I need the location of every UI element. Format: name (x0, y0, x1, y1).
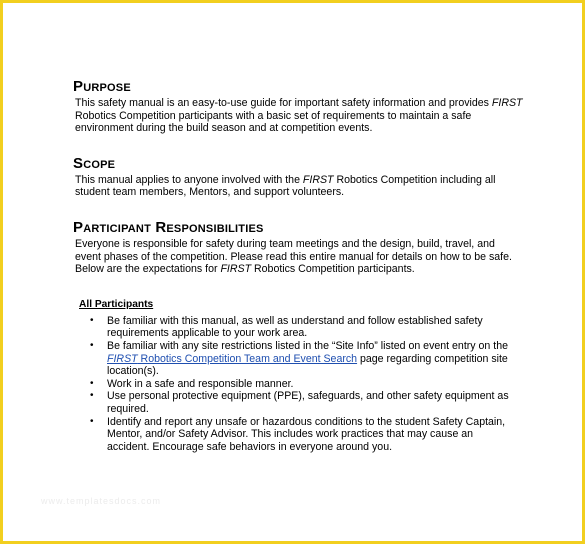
first-italic: FIRST (302, 173, 334, 186)
list-item (90, 390, 517, 415)
purpose-heading: Purpose (73, 78, 131, 95)
participant-list (73, 315, 517, 454)
team-event-search-link[interactable] (107, 353, 357, 365)
list-item-text: Be familiar with any site restrictions listed in the “Site Info” listed on event entry on the (107, 339, 508, 352)
scope-text-part: This manual applies to anyone involved with the (75, 173, 303, 186)
first-italic: FIRST (107, 352, 138, 365)
list-item-text: Identify and report any unsafe or hazardous conditions to the student Safety Captain, Mentor, and/or Safety Advisor. This includes work practices that may cause an accident. Encourage safe behaviors in everyone around you. (107, 415, 506, 453)
purpose-text (75, 97, 523, 135)
first-italic: FIRST (220, 263, 252, 276)
bullet-icon: • (90, 390, 94, 402)
bullet-icon: • (90, 314, 94, 326)
purpose-text-part: Robotics Competition participants with a basic set of requirements to maintain a safe environment during the build season and at competition events. (75, 109, 472, 135)
bullet-icon: • (90, 415, 94, 427)
purpose-text-part: This safety manual is an easy-to-use guide for important safety information and provides (75, 97, 489, 109)
scope-heading: Scope (73, 154, 116, 172)
responsibilities-heading: Participant Responsibilities (73, 218, 264, 236)
responsibilities-text (75, 238, 523, 276)
responsibilities-text-part: Robotics Competition participants. (251, 263, 415, 276)
list-item (90, 339, 517, 378)
document-content (73, 79, 523, 453)
purpose-section (73, 79, 523, 135)
link-text: Robotics Competition Team and Event Search (137, 352, 358, 365)
all-participants-subheading: All Participants (79, 298, 154, 310)
list-item (90, 377, 517, 391)
list-item-text: page regarding competition site location(s). (107, 352, 508, 378)
list-item-text: Work in a safe and responsible manner. (107, 377, 294, 390)
bullet-icon: • (90, 377, 94, 389)
document-page (3, 3, 582, 541)
scope-text-part: Robotics Competition including all student team members, Mentors, and support volunteers. (75, 173, 496, 199)
scope-text (75, 174, 523, 199)
bullet-icon: • (90, 339, 94, 351)
responsibilities-text-part: Everyone is responsible for safety during team meetings and the design, build, travel, and event phases of the competition. Please read this entire manual for details on how to be safe. Below are the expectations for (75, 237, 512, 276)
list-item (90, 314, 517, 340)
watermark: www.templatesdocs.com (41, 496, 162, 506)
responsibilities-section (73, 220, 523, 453)
list-item (90, 415, 517, 454)
list-item-text: Be familiar with this manual, as well as understand and follow established safety requirements applicable to your work area. (107, 314, 483, 340)
list-item-text: Use personal protective equipment (PPE), safeguards, and other safety equipment as required. (107, 390, 509, 415)
first-italic: FIRST (491, 97, 523, 109)
scope-section (73, 156, 523, 199)
